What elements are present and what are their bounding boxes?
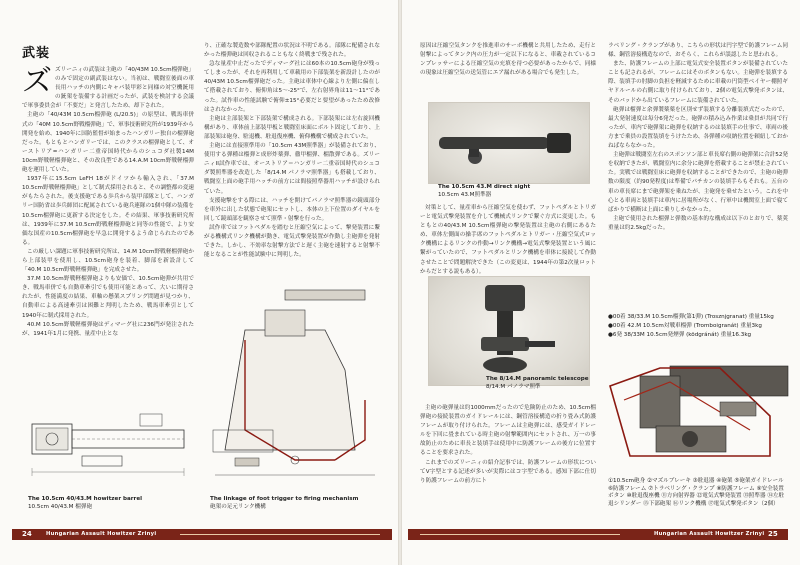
page-number-right: 25 [768,530,778,538]
paragraph: これまでのズリーニィの紹介記事では、防護フレームの形状についてV字型とする記述が多いが実際にはコ字型である。感知下部に仕切り防護フレームの前方にト [420,459,596,484]
list-item: ●00着 38/33.M 10.5cm榴弾(第1弾) (Trosznjgranat) 重量15kg [608,314,774,320]
telescope-caption-jp: 8/14.M パノラマ照準 [486,384,541,390]
direct-sight-photo [428,102,590,184]
paragraph: 急な量産中止だったでディマーグ社には60本の10.5cm砲身が残ってしまったが、それを再利用して車載用の下部装架を新設計したのが40/43M 10.5cm榴弾砲だった。主砲は車体中心線より左側に偏在して搭載されており、俯仰角は5～-25°で、左右射界角は11～11°であった。試作車の性能試験で俯仰±15°必要だと要望があったため改修はされなかった。 [204,61,380,113]
right-column-2 [608,42,788,310]
telescope-illustration [429,277,589,385]
paragraph: 主砲の砲弾量は約1000mmだったので危険防止のため、10.5cm榴弾砲の接続装置のガイドレールには、鋼管溶接構造の折り畳み式防護フレームが取り付けられた。フレームは主砲弾には、感受ガイドレールを下回に畳まれている時主砲の射撃範囲内にセットされ、万一の事故防止のために車長と装填手は使用中に防護フレームの後方に位置することを要求された。 [420,405,596,457]
drop-cap: ズ [22,64,52,99]
paragraph: 原因は圧縮空気タンクを推進車のサーボ機構と共用したため、走行と射撃によってタンク内の圧力が一定以下になると、車載されているコンプレッサーによる圧縮空気の充填を待つ必要があったからで、同様の現象は圧縮空気の送気管にエア漏れがある場合でも発生した。 [420,43,596,77]
barrel-caption-jp: 10.5cm 40/43.M 榴弾砲 [28,504,93,510]
foot-trigger-linkage-drawing [205,250,385,490]
paragraph: 37.M 10.5cm野戦軽榴弾砲よりも安価で、10.5cm砲弾が共用でき、戦馬車併でも自動車牽引でも使用可能とあって、大いに期待されたが、性能満度の結果、車軸の懸架スプリング問題が見つかり、自動車による高速牽引は困難と判明したため、戦馬車牽引として1940年に制式採用された。 [22,276,194,319]
paragraph: り、正確な製造数や部隊配置の状況は不明である。部隊に配備されなかった榴弾砲は回収されることもなく終戦まで残された。 [204,43,380,59]
paragraph: 試作車ではフットペダルを踏むと圧縮空気によって、撃発装置に繋がる機構式リンク機構が動き、電気式撃発装置が作動し主砲弾を発射できた。しかし、不効率な射撃方法でと遅く主砲を速射すると射撃不能となることが性能試験中に判明した。 [204,224,380,259]
paragraph: 支援砲撃をする際には、ハッチを開けてパノラマ照準器の鏡頭部分を車外に出した状態で砲架にセットし、本体の上下位置のダイヤルを回して鏡頭部を観察させて照準・射撃を行った。 [204,197,380,222]
footer-rule-right [420,534,620,535]
right-column-1-mid [420,204,596,275]
list-item: ●00着 42.M 10.5cm対戦車榴弾 (Tromboigranát) 重量3kg [608,323,762,329]
howitzer-mount-drawing [600,346,790,474]
left-column-2 [204,42,380,259]
paragraph: ズリーニィの武装は主砲の「40/43M 10.5cm榴弾砲」のみで固定の副武装はない。当初は、戦闘室後面の車長用ハッチの内側にキャパ装甲彩と同様の対空機銃用の銃架を装備する計画だったが、武装を検討する会議で軍事委員会が「不要だ」と発言したため、却下された。 [22,67,194,110]
right-column-1-top [420,42,596,98]
paragraph: 1937年に15.5cm LeFH 18がドイツから輸入され、「37.M 10.5cm野戦軽榴弾砲」として制式採用されると、その調整都の変速がもたらされた。後支援砲である歩兵から装甲部隊として、ハンガリー国防省は歩兵師団に配属されている砲兵連隊の1個中隊の装備を10.5cm榴弾砲に更新する決定をした。その結果、軍事技術研究所は、1939年に37.M 10.5cm野戦軽榴弾砲と同等の性能で、より安価な国産の10.5cm榴弾砲を早急に開発するよう命じられたのである。 [22,176,195,246]
section-heading: 武装 [22,46,51,61]
sight-illustration [429,103,589,183]
barrel-caption-en: The 10.5cm 40/43.M howitzer barrel [28,496,143,502]
sight-caption-jp: 10.5cm 43.M照準器 [438,192,492,198]
paragraph: ラベリング・クランプがあり、こちらの形状は円字型で防護フレーム同様、鋼管溶接構造なので、おそらく、これらが誤認したと思われる。 [608,43,788,59]
footer-rule-left [180,534,380,535]
linkage-caption-jp: 砲架の足元リンク機構 [210,504,266,510]
series-title-left: Hungarian Assault Howitzer Zrinyi [46,531,157,537]
series-title-right: Hungarian Assault Howitzer Zrinyi [654,531,765,537]
paragraph: 主砲の「40/43M 10.5cm榴弾砲 (L/20.5)」の原型は、戦馬車併式の「40M 10.5cm野戦榴弾砲」で、軍事技術研究所が1939年から開発を始め、1940年に国防監督が始まったハンガリー独自の榴弾砲だった。もともとハンガリーでは、このクラスの榴弾砲として、オーストリア=ハンガリー二重帝国時代からのシュコダ社製14M 10cm野戦軽榴弾砲と、その改良型である14.A.M 10cm野戦軽榴弾砲を運用していた。 [22,112,194,174]
gun-mount-illustration [600,346,790,474]
paragraph: 40.M 10.5cm野戦軽榴弾砲はディマーグ社に236門が発注されたが、1941年1月に発携、量産中止とな [22,321,194,337]
telescope-caption-en: The 8/14.M panoramic telescope [486,376,589,382]
paragraph: この厳しい課題に軍事技術研究所は、14.M 10cm野戦軽榴弾砲から上部装甲を使用し、10.5cm砲身を装着、脚部を新設計して「40.M 10.5cm野戦軽榴弾砲」を完成させた。 [22,248,194,274]
paragraph: 対策として、量産車から圧縮空気を使わず、フットペダルとトリガーと電気式撃発装置を介して機械式リンクで繋ぐ方式に変更した。もともとの40/43.M 10.5cm榴弾砲の撃発装置は主砲の右側にあるため、車体左側面の操手席のフットペダルとトリガー・圧縮空気式ロック機構によるリンクの作動→リンク機構→電気式撃発装置という風に繋がっていたので、フットペダルとリンク機構を車体に接続して作動させたことで問題解決できた（この変更は、1944年の第2次量ロットからだとする説もある）。 [420,205,596,275]
list-item: ●6発 38/33M 10.5cm発煙弾 (ködgránát) 重量16.3kg [608,332,752,338]
linkage-technical-drawing [205,250,385,490]
howitzer-barrel-drawing [22,400,194,492]
paragraph: 主砲には直接照準用の「10.5cm 43M照準器」が装備されており、使用する弾種は榴弾と成形炸薬弾、徹甲榴弾、榴散弾である。ズリーニィII試作車では、オーストリア＝ハンガリー二重帝国時代のシュコダ製照準器を改造した「8/14.M パノラマ照準器」も搭載しており、戦闘室上面の砲手用ハッチの前方には間接照準器用ハッチが設けられていた。 [204,143,380,195]
panoramic-telescope-photo [428,276,590,386]
linkage-caption-en: The linkage of foot trigger to firing mechanism [210,496,359,502]
paragraph: 主砲は主部装架と下部装架で構成される。下部装架には左右旋回機構があり、車体前上部装甲板と戦闘室床面にボルト固定しており、上部装架は砲身、駐退機、駐退復座機、俯仰機構で構成されていた。 [204,115,380,140]
paragraph: 主砲弾は戦闘室左右のスポンソン部と車長席右側の砲弾架に合計52発を収納できたが、戦闘室内に余分に砲弾を搭載することが禁止されていた。実戦では戦闘室床に砲弾を収納することができたので、主砲の砲弾数の限度（約90発程度)は準備でパチカンの装填手らもそれも。五台の車の車長席にまで砲弾架を乗ねたが、主砲発を乗せたという。これを中心とる車両と装填手は車内に居場所がなく、行軍中は機関室上面で寝てばかりで横断は上面に乗りしかなかった。 [608,152,788,213]
page-number-left: 24 [22,530,32,538]
paragraph: また、防護フレームの上部に電気式安全装置ボタンが装備されていたことも記されるが、フレームにはそのボタンもない。主砲弾を装填する際、装填手の肘脚の負担を軽減するために車載の円筒型ベイヤー棚照ギヤドルールの右側に取り付けられており、2個の電気式撃発ボタンは、そのバッドから出ているフレームに装備されていた。 [608,61,788,104]
ammo-list [608,313,788,340]
illustration-legend: ①10.5cm砲身 ②マズルブレーキ ③駐退器 ④砲架 ⑤砲架ガイドレール ⑥防護フレーム ⑦トラベリング・クランプ ⑧防護フレーム ⑨安全装置ボタン ⑩駐退復座機 ⑪方向射界器 ⑫電気式撃発装置 ⑬照準器 ⑭左駐退シリンダー ⑮下部砲架 ⑯リンク機構 ⑰電気式撃発ボタン（2個） [608,478,785,507]
barrel-technical-drawing [22,400,194,492]
sight-caption-en: The 10.5cm 43.M direct sight [438,184,531,190]
right-column-1-bottom [420,404,596,522]
paragraph: 砲弾は榴弾と余弾製薬薬を区別せず装填する分離装填式だったので、最大発射速度は毎分6発だった。砲弾の積み込み作業は乗員が共同で行ったが、車内で砲弾架に砲弾を収納するのは装填手の仕事で、車両の後方まで乗員の設置装填をうけたため、各弾種の収納位置を頼紐しておかねばならなかった。 [608,106,788,150]
paragraph: 主砲で使用された榴弾と弾数の基本的な構成は以下のとおりで、薬莢重量は約2.5kgだった。 [608,215,788,231]
